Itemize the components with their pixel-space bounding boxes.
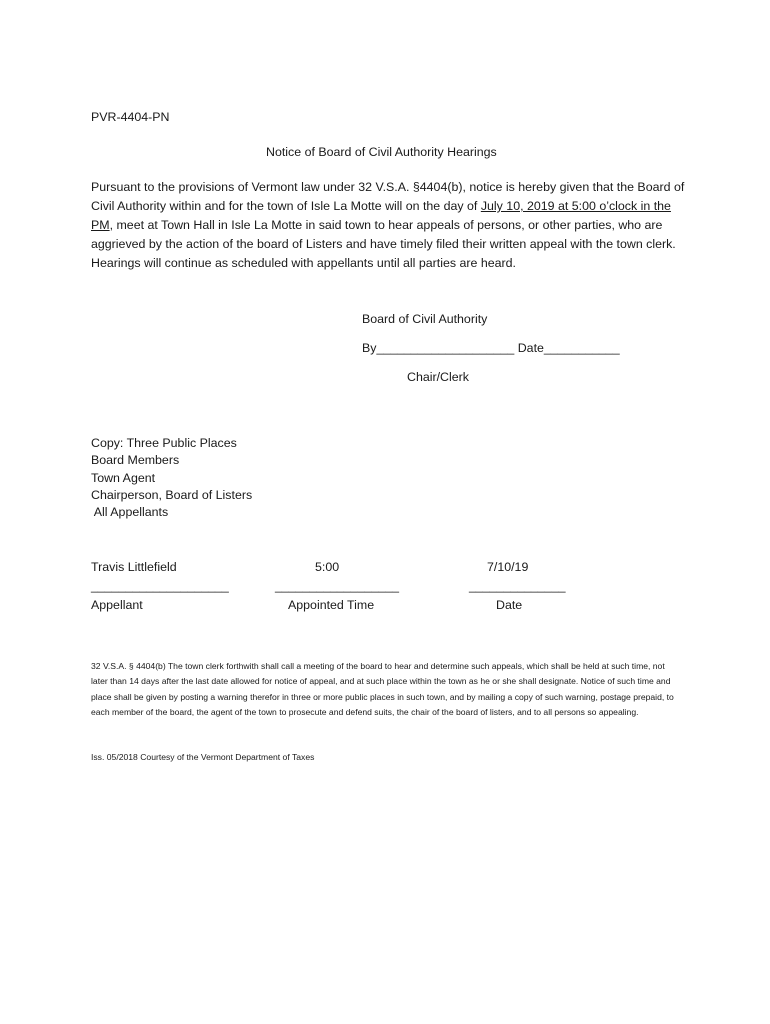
footer-issue-note: Iss. 05/2018 Courtesy of the Vermont Department of Taxes xyxy=(91,752,315,762)
appointment-date-line: ______________ xyxy=(469,579,566,593)
copy-distribution-list xyxy=(91,435,252,521)
statute-text: 32 V.S.A. § 4404(b) The town clerk forthwith shall call a meeting of the board to hear and determine such appeals, which shall be held at such time, not later than 14 days after the last date allowed for notice of appeal, and at such place within the town as he or she shall designate. Notice of such time and place shall be given by posting a warning therefor in three or more public places in such town, and by mailing a copy of such warning, postage prepaid, to each member of the board, the agent of the town to prosecute and defend suits, the chair of the board of listers, and to all persons so appealing. xyxy=(91,661,674,718)
appointed-time-line: __________________ xyxy=(275,579,400,593)
notice-text-part2: , meet at Town Hall in Isle La Motte in said town to hear appeals of persons, or other parties, who are aggrieved by the action of the board of Listers and have timely filed their written appeal with the town clerk. Hearings will continue as scheduled with appellants until all parties are heard. xyxy=(91,218,676,270)
copy-list-item: All Appellants xyxy=(91,505,169,520)
notice-paragraph xyxy=(91,178,691,273)
copy-list-item: Town Agent xyxy=(91,470,156,485)
appointment-date-value: 7/10/19 xyxy=(487,560,529,574)
copy-list-item: Board Members xyxy=(91,453,180,468)
appellant-label: Appellant xyxy=(91,598,143,612)
appointed-time-label: Appointed Time xyxy=(288,598,375,612)
signature-board-name: Board of Civil Authority xyxy=(362,312,488,326)
form-id: PVR-4404-PN xyxy=(91,110,170,124)
hearing-date-time: July 10, 2019 at 5:00 o’clock in the PM xyxy=(91,199,671,232)
appointed-time-value: 5:00 xyxy=(315,560,340,574)
appointment-date-label: Date xyxy=(496,598,523,612)
signature-by-date-line: By____________________ Date___________ xyxy=(362,341,620,355)
appellant-name: Travis Littlefield xyxy=(91,560,177,574)
copy-list-item: Copy: Three Public Places xyxy=(91,436,237,450)
notice-text-part1: Pursuant to the provisions of Vermont law under 32 V.S.A. §4404(b), notice is hereby given that the Board of Civil Authority within and for the town of Isle La Motte will on the day of xyxy=(91,180,685,213)
copy-list-item: Chairperson, Board of Listers xyxy=(91,487,253,502)
document-title: Notice of Board of Civil Authority Hearings xyxy=(266,145,497,159)
signature-role: Chair/Clerk xyxy=(407,370,469,384)
appellant-line: ____________________ xyxy=(91,579,229,593)
